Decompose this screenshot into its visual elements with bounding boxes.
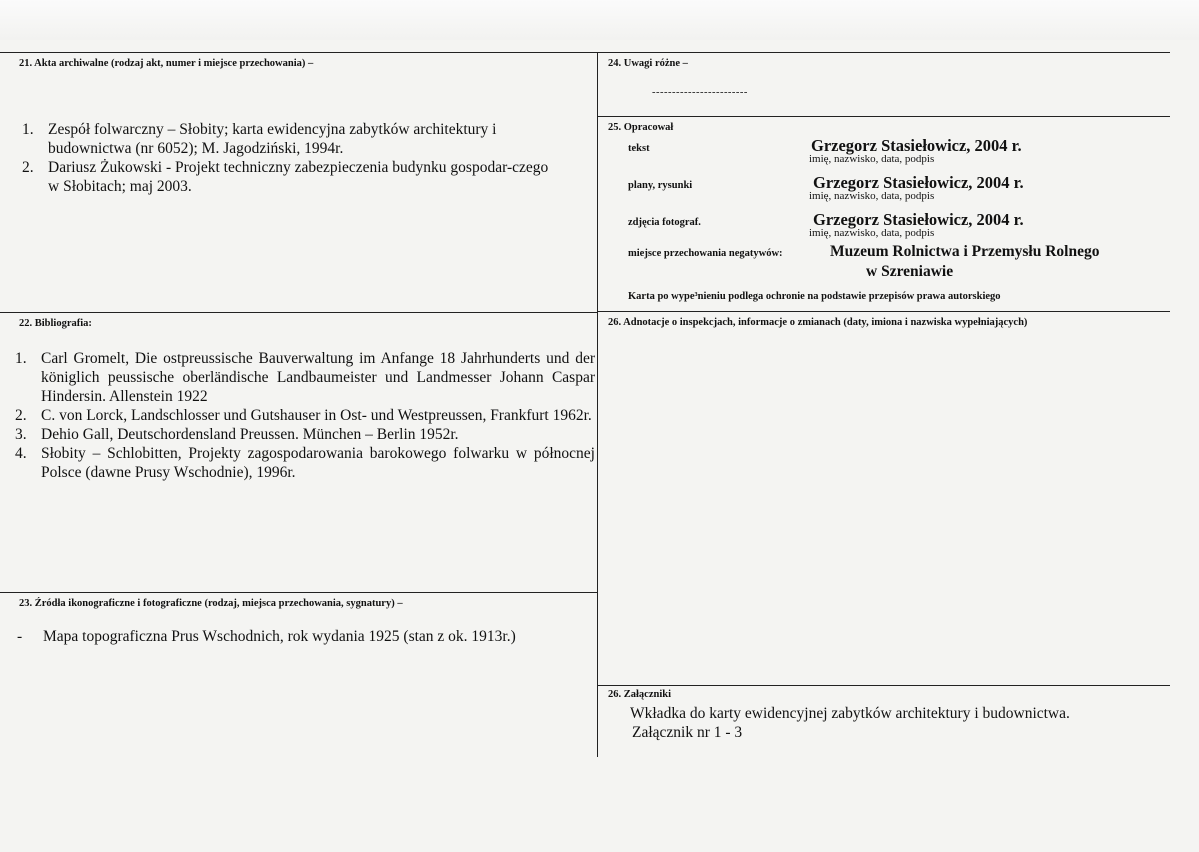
author-caption: imię, nazwisko, data, podpis [809, 190, 935, 202]
list-item [15, 444, 595, 482]
list-item [15, 349, 595, 406]
list-item [22, 158, 562, 196]
item-text: Dariusz Żukowski - Projekt techniczny zabezpieczenia budynku gospodar-czego w Słobitach; maj 2003. [48, 159, 549, 195]
top-border [0, 52, 1170, 53]
divider-25-26 [597, 311, 1170, 312]
attachment-line-2: Załącznik nr 1 - 3 [632, 724, 743, 741]
list-item [15, 406, 595, 425]
section-22-title: 22. Bibliografia: [19, 318, 92, 329]
item-number: 3. [15, 426, 27, 443]
item-text: Carl Gromelt, Die ostpreussische Bauverwaltung im Anfange 18 Jahrhunderts und der königlich peussische oberländische Landbaumeister und Landmesser Johann Caspar Hindersin. Allenstein 1922 [41, 350, 595, 405]
author-caption: imię, nazwisko, data, podpis [809, 227, 935, 239]
author-role-label: zdjęcia fotograf. [628, 217, 701, 228]
item-number: 4. [15, 445, 27, 462]
divider-22-23 [0, 592, 597, 593]
attachment-line-1: Wkładka do karty ewidencyjnej zabytków architektury i budownictwa. [630, 705, 1070, 722]
section-24-value: ------------------------ [652, 87, 748, 98]
section-21-title: 21. Akta archiwalne (rodzaj akt, numer i miejsce przechowania) – [19, 58, 314, 69]
section-23-title: 23. Źródła ikonograficzne i fotograficzne (rodzaj, miejsca przechowania, sygnatury) – [19, 598, 403, 609]
item-bullet: - [17, 628, 23, 645]
scan-top-edge [0, 0, 1199, 40]
item-text: Słobity – Schlobitten, Projekty zagospodarowania barokowego folwarku w północnej Polsce (dawne Prusy Wschodnie), 1996r. [41, 445, 595, 481]
divider-24-25 [597, 116, 1170, 117]
author-name: Grzegorz Stasiełowicz, 2004 r. [811, 136, 1022, 155]
section-23-list [17, 627, 587, 646]
item-number: 1. [15, 350, 27, 367]
negatives-location: Muzeum Rolnictwa i Przemysłu Rolnego [830, 243, 1100, 260]
list-item [17, 627, 587, 646]
negatives-location-city: w Szreniawie [866, 263, 954, 280]
item-number: 1. [22, 121, 34, 138]
divider-21-22 [0, 312, 597, 313]
item-text: Dehio Gall, Deutschordensland Preussen. München – Berlin 1952r. [41, 426, 459, 443]
section-22-list [15, 349, 595, 482]
author-role-label: tekst [628, 143, 650, 154]
copyright-note: Karta po wype³nieniu podlega ochronie na podstawie przepisów prawa autorskiego [628, 291, 1001, 302]
author-caption: imię, nazwisko, data, podpis [809, 153, 935, 165]
divider-26-attachments [597, 685, 1170, 686]
item-text: Mapa topograficzna Prus Wschodnich, rok wydania 1925 (stan z ok. 1913r.) [43, 628, 516, 645]
column-divider [597, 52, 598, 757]
author-name: Grzegorz Stasiełowicz, 2004 r. [813, 173, 1024, 192]
section-24-title: 24. Uwagi różne – [608, 58, 688, 69]
list-item [22, 120, 562, 158]
author-name: Grzegorz Stasiełowicz, 2004 r. [813, 210, 1024, 229]
section-26-annotations-title: 26. Adnotacje o inspekcjach, informacje o zmianach (daty, imiona i nazwiska wypełniających) [608, 317, 1028, 328]
section-21-list [22, 120, 562, 196]
section-26-attachments-title: 26. Załączniki [608, 689, 672, 700]
item-text: C. von Lorck, Landschlosser und Gutshauser in Ost- und Westpreussen, Frankfurt 1962r. [41, 407, 592, 424]
item-text: Zespół folwarczny – Słobity; karta ewidencyjna zabytków architektury i budownictwa (nr 6052); M. Jagodziński, 1994r. [48, 121, 497, 157]
list-item [15, 425, 595, 444]
negatives-label: miejsce przechowania negatywów: [628, 248, 783, 259]
author-role-label: plany, rysunki [628, 180, 693, 191]
section-25-title: 25. Opracował [608, 122, 674, 133]
item-number: 2. [22, 159, 34, 176]
item-number: 2. [15, 407, 27, 424]
